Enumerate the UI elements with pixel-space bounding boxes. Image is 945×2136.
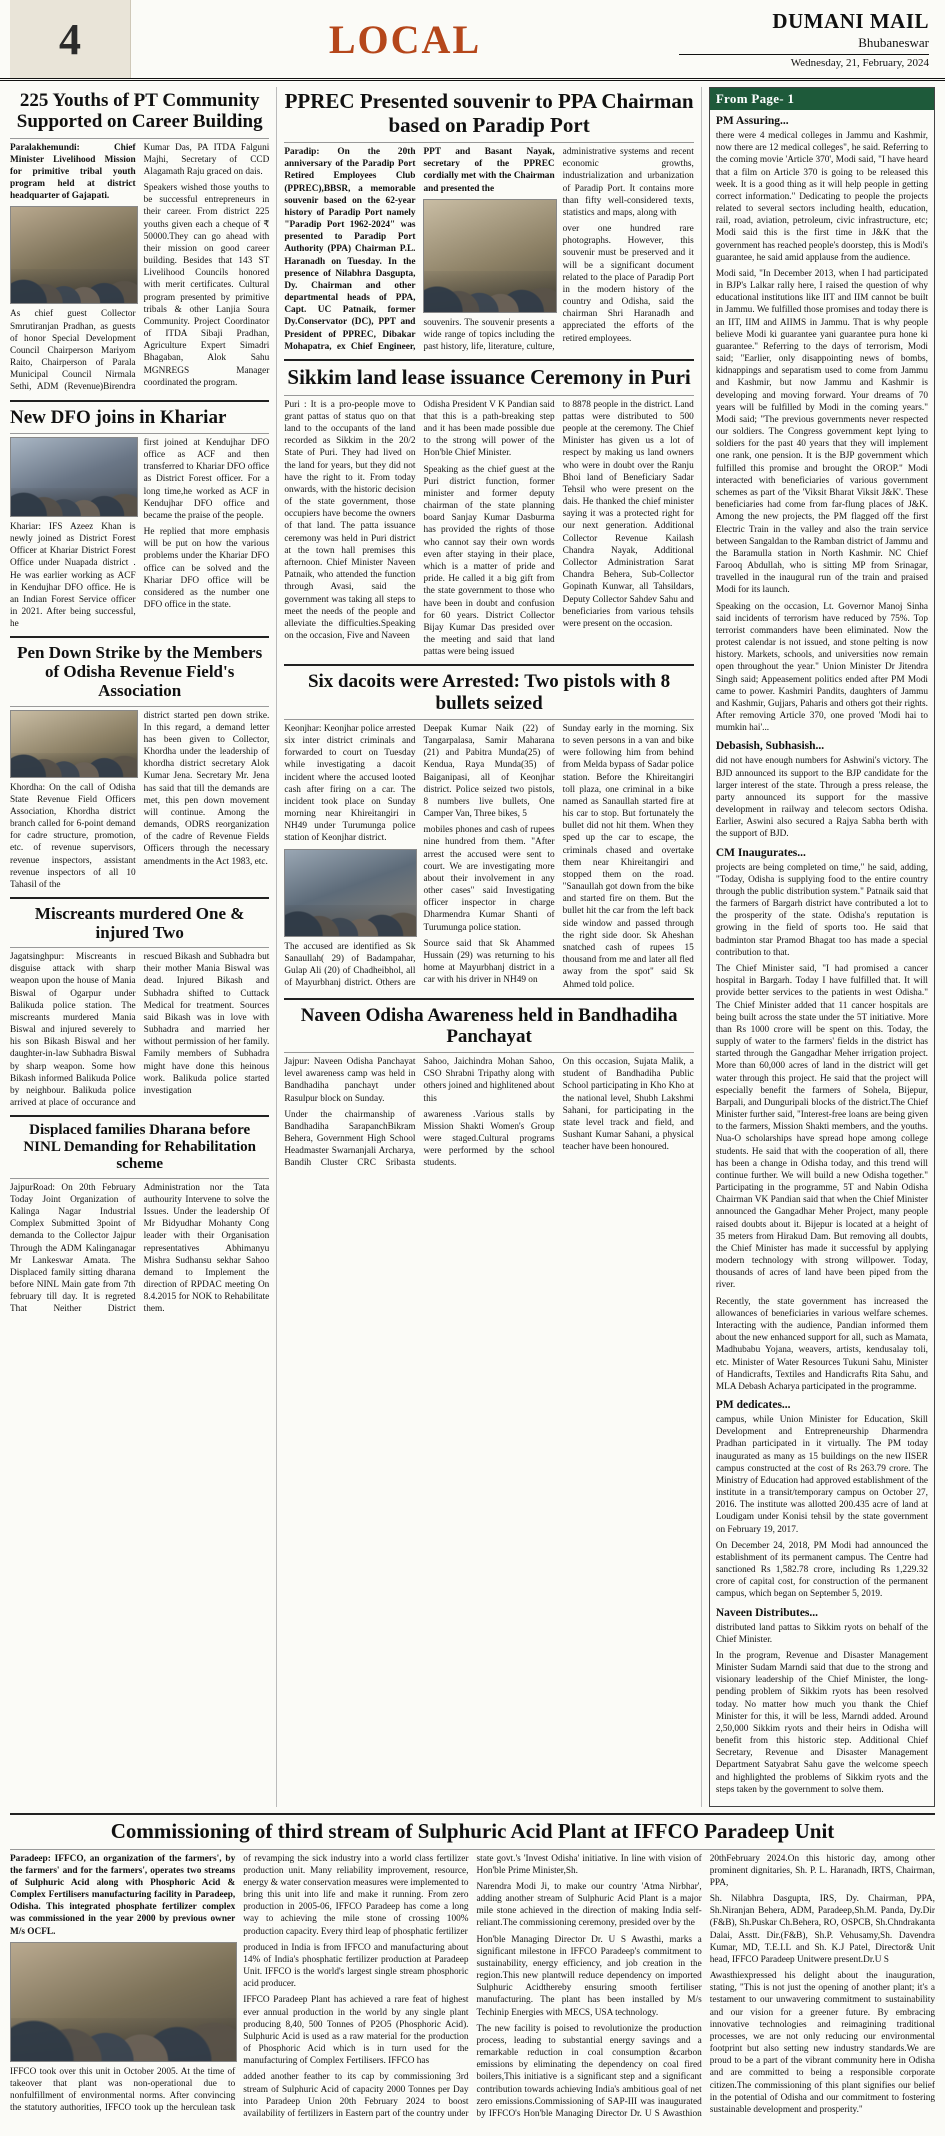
paragraph: Speaking as the chief guest at the Puri district function, former minister and former deputy chairman of the state planning board Sanjay Kumar Dasburma has provided the rights of those who cannot say their own words even after staying in their place, which is a matter of pride and pride. He called it a big gift from the state government to those who have been in doubt and confusion for 60 years. District Collector Bijay Kumar Das presided over the meeting and said that land pattas were being issued <box>423 464 555 658</box>
photo-image <box>10 206 138 304</box>
article-naveen-awareness <box>284 1005 693 1170</box>
photo-image <box>10 437 138 517</box>
headline-iffco: Commissioning of third stream of Sulphuric Acid Plant at IFFCO Paradeep Unit <box>110 1819 835 1843</box>
photo-new-dfo <box>10 437 136 517</box>
paragraph: Awasthiexpressed his delight about the inauguration, stating, "This is not just the opening of another plant; it's a testament to our unwavering commitment to sustainability and our vision for a greener future. By embracing innovative technologies and reimagining traditional processes, we are not only reducing our environmental footprint but also setting new industry standards.We are proud to be a part of the vibrant community here in Odisha and are committed to being a responsible corporate citizen.The commissioning of this plant signifies our belief in the potential of Odisha and our commitment to fostering sustainable development and prosperity." <box>709 1971 935 2115</box>
paragraph: projects are being completed on time," he said, adding, "Today, Odisha is supplying food to the entire country through the public distribution system." Patnaik said that the farmers of Bargarh district have contributed a lot to the prosperity of the state. Odisha's reputation is growing in the field of sports too. He said that badminton star Pramod Bhagat too has made a special contribution to that. <box>715 862 928 958</box>
paragraph: Speaking on the occasion, Lt. Governor Manoj Sinha said incidents of terrorism have reduced by 75%. Top terrorist commanders have been eliminated. Now the protest calendar is not issued, and stone pelting is now history. Markets, schools, and universities now remain open throughout the year." Union Minister Dr Jitendra Singh said; Appeasement politics ended after PM Modi came to power. Kashmiri Pandits, daughters of Jammu and Kashmir, Gujjars, Paharis and others got their rights. After removing Article 370, one proved 'Modi hai to mumkin hai'... <box>715 601 928 734</box>
masthead <box>0 0 945 81</box>
headline-225-youths: 225 Youths of PT Community Supported on Career Building <box>16 90 263 133</box>
newspaper-brand: DUMANI MAIL <box>772 9 929 33</box>
photo-image <box>10 710 138 778</box>
headline-naveen-awareness: Naveen Odisha Awareness held in Bandhadiha Panchayat <box>300 1004 678 1047</box>
article-miscreants <box>10 904 269 1109</box>
paragraph: did not have enough numbers for Ashwini's victory. The BJD announced its support to the BJP candidate for the larger interest of the state. Through a press release, the party announced its support for the massive development in railway and telecom sectors Odisha. Earlier, Aswini also secured a Rajya Sabha berth with the support of BJD. <box>715 756 928 840</box>
headline-sikkim-land-lease: Sikkim land lease issuance Ceremony in Puri <box>287 365 691 390</box>
photo-image <box>423 199 556 313</box>
paragraph: Sunday early in the morning. Six to seven persons in a van and bike were following him from behind from Melda bypass of Sadar police station. Before the Khireitangiri toll plaza, one criminal in a bike named as Sanaullah started fire at his car to stop. But fortunately the bullet did not hit them. When they sped up the car to escape, the criminals chased and overtake them near Khireitangiri and stopped them on the road. "Sanaullah got down from the bike and started fire on them. But the bullet hit the car from the left back side window and passed through the right side door. Sk Aheshan snatched cash of rupees 15 thousand from me and later all fled away from the spot" said Sk Ahmed told police. <box>562 723 694 990</box>
headline-displaced-families: Displaced families Dharana before NINL Demanding for Rehabilitation scheme <box>23 1122 256 1172</box>
page-number-box <box>10 0 131 78</box>
paragraph: Source said that Sk Ahammed Hussain (29) was returning to his home at Mayurbhanj district in a car with his driver in NH49 on <box>423 938 555 986</box>
left-zone <box>10 87 276 1807</box>
article-iffco <box>10 1820 935 2120</box>
dateline: Wednesday, 21, February, 2024 <box>679 54 929 69</box>
article-sikkim-land-lease <box>284 366 693 658</box>
section-title: LOCAL <box>328 16 482 62</box>
paragraph: As chief guest Collector Smrutiranjan Pradhan, as guests of honor Special Development Council Chairperson Mariyom Raito, Chairperson of Parala Municipal Council Nirmala Sethi, ADM (Revenue)Birendra Kumar Das, PA ITDA Falguni Majhi, Secretary of CCD Alagamath Raju graced on dais. <box>10 142 270 393</box>
paragraph: distributed land pattas to Sikkim ryots on behalf of the Chief Minister. <box>715 1622 928 1645</box>
from-page-body <box>710 110 934 1806</box>
article-pprec <box>284 90 693 353</box>
paragraph: On this occasion, Sujata Malik, a student of Bandhadiha Public School participating in Kho Kho at the national level, Shubh Lakshmi Sahani, for participating in the state level track and field, and Sushant Kumar Sahani, a physical teacher have been honoured. <box>562 1057 694 1153</box>
photo-image <box>10 1942 237 2062</box>
paragraph: The new facility is poised to revolutionize the production process, leading to substantial energy savings and a remarkable reduction in coal consumption &carbon emissions by eliminating the dependency on coal fired boilers,This initiative is a significant step and a significant contribution towards achieving India's ambitious goal of net zero emissions.Commissioning of SAP-III was inaugurated by IFFCO's Hon'ble Managing Director Dr. U S Awasthion 20thFebruary 2024.On this historic day, among other prominent dignitaries, Sh. P. L. Haranadh, IRTS, Chairman, PPA, <box>476 1853 935 2119</box>
paragraph: Under the chairmanship of Bandhadiha SarapanchBikram Behera, Government High School Headmaster Swarnanjali Archarya, Bandih Cluster CRC Sribasta Sahoo, Jaichindra Mohan Sahoo, CSO Shrabni Tripathy along with others joined and highlitened about this <box>284 1057 555 1169</box>
paragraph: In the program, Revenue and Disaster Management Minister Sudam Marndi said that due to the strong and visionary leadership of the Chief Minister, the long-pending problem of Sikkim ryots has been resolved today. No matter how much you thank the Chief Minister for this, it will be less, Marndi added. Around 2,50,000 Sikkim ryots and their heirs in Odisha will benefit from this historic step. Additional Chief Secretary, Revenue and Disaster Management Department Satyabrat Sahu gave the welcome speech and highlighted the problems of Sikkim ryots and the steps taken by the government to solve them. <box>715 1650 928 1795</box>
masthead-brand-area <box>679 0 935 78</box>
paragraph: IFFCO Paradeep Plant has achieved a rare feat of highest ever annual production in the world by any single plant producing 8,40, 500 Tonnes of P2O5 (Phosphoric Acid). Sulphuric Acid is used as a raw material for the production of Phosphoric Acid which is in turn used for the manufacturing of Complex Fertilisers. IFFCO has <box>243 1995 469 2067</box>
paragraph: campus, while Union Minister for Education, Skill Development and Entrepreneurship Dharmendra Pradhan participated in it virtually. The PM today inaugurated as many as 15 buildings on the new IISER campus constructed at the cost of Rs 263.79 crore. The Ministry of Education had approved establishment of the institute in a transit/temporary campus on October 27, 2016. The institute was allotted 200.435 acre of land at Loudigam under Konisi tehsil by the state government on February 19, 2017. <box>715 1415 928 1535</box>
photo-image <box>284 849 417 937</box>
subhead-naveen-distributes: Naveen Distributes... <box>715 1606 819 1619</box>
from-page-title: From Page- 1 <box>710 88 934 110</box>
paragraph: On December 24, 2018, PM Modi had announced the establishment of its permanent campus. The Centre had sanctioned Rs 1,582.78 crore, including Rs 1,229.32 crore of capital cost, for construction of the permanent campus, which began on September 5, 2019. <box>715 1540 928 1600</box>
paragraph: Speakers wished those youths to be successful entrepreneurs in their career. From district 225 youths given each a cheque of ₹ 50000.They can go ahead with their mission on good career building. Besides that 143 ST Livelihood Councils honored with merit certificates. Cultural program presented by primitive tribals & other Lanjia Soura Community. Project Coordinator of ITDA Sibaji Pradhan, Agriculture Expert Simadri Bhagaban, Alok Sahu MGNREGS Manager coordinated the program. <box>143 183 270 388</box>
photo-six-dacoits <box>284 849 415 937</box>
page-content <box>0 81 945 2120</box>
dateline-place: Paradeep: IFFCO, an organization of the farmers', by the farmers' and for the farmers', operates two streams of Sulphuric Acid along with Phosphoric Acid & Complex Fertilisers manufacturing facility in Paradeep, Odisha. This integrated phosphate fertilizer complex was commissioned in the year 2000 by previous owner M/s OCFL. <box>10 1853 236 1937</box>
paragraph: awareness .Various stalls by Mission Shakti Women's Group were staged.Cultural programs were performed by the school students. <box>423 1109 555 1169</box>
paragraph: added another feather to its cap by commissioning 3rd stream of Sulphuric Acid of capacity 2000 Tonnes per Day into Paradeep Union 20th February 2024 to boost availability of fertilizers in Eastern part of the country under state govt.'s 'Invest Odisha' initiative. In line with vision of Hon'ble Prime Minister,Sh. <box>243 1853 702 2119</box>
paragraph: Modi said, "In December 2013, when I had participated in BJP's Lalkar rally here, I raised the question of why educational institutions like IIT and IIM cannot be built in Jammu. We fulfilled those promises and today there is an IIT, IIM and AIIMS in Jammu. That is why people believe Modi ki guarantee yani guarantee pura hone ki guarantee." Referring to the days of terrorism, Modi said; "Earlier, only disappointing news of bombs, kidnappings and separatism used to come from Jammu and Kashmir, but now Jammu and Kashmir is developing and moving forward. Your dreams of 70 years will be fulfilled by Modi in the coming years." Modi said; "The previous governments never respected our soldiers. The Congress government kept lying to soldiers for the past 40 years that they will implement one rank, one pension. It is the BJP government which fulfilled this promise and brought the OROP." Modi interacted with beneficiaries of various government schemes as part of the 'Viksit Bharat Viksit J&K'. These beneficiaries had come from far-flung places of J&K. Among the new projects, the PM flagged off the first Electric Train in the valley and also the train service between Sangaldan to the Ramban district of Jammu and the Baramulla station in North Kashmir. NC Chief Farooq Abdullah, who is sitting MP from Srinagar, travelled in the inaugural run of the train and praised Modi for its launch. <box>715 268 928 596</box>
paragraph: over one hundred rare photographs. However, this souvenir must be preserved and it will be a significant document related to the place of Paradip Port in the modern history of the country and Odisha, said the chairman Shri Haranadh and appreciated the efforts of the retired employees. <box>562 224 694 344</box>
paragraph: mobiles phones and cash of rupees nine hundred from them. "After arrest the accused were sent to court. We are investigating more about their involvement in any other cases" said Investigating officer inspector in charge Dharmendra Kumar Shanti of Turumunga police station. <box>423 825 555 933</box>
paragraph: Sh. Nilabhra Dasgupta, IRS, Dy. Chairman, PPA, Sh.Niranjan Behera, ADM, Paradeep,Sh.M. Panda, Dy.Dir (F&B), Sh.Puskar Ch.Behera, RO, OSPCB, Sh.Chndrakanta Dalai, Asstt. Dir.(F&B), Sh.P. Vehusamy,Sh. Davendra Kumar, MD, T.E.I.L and Sh. K.J Patel, Director& Unit head, IFFCO Paradeep Unitwere present.Dr.U S <box>709 1894 935 1965</box>
photo-225-youths <box>10 206 136 304</box>
paragraph: there were 4 medical colleges in Jammu and Kashmir, now there are 12 medical colleges", he said. Referring to the coming movie 'Article 370', Modi said, "I have heard that a film on Article 370 is going to be released this week. It is a good thing as it will help people in getting correct information." Dedicating to people the projects related to several sectors including health, education, rail, road, aviation, petroleum, civic infrastructure, etc; Modi said this is the first time in J&K that the government has reached people's doorstep, this is Modi's guarantee, he said amid applause from the audience. <box>715 131 928 263</box>
paragraph: Recently, the state government has increased the allowances of beneficiaries in various welfare schemes. Interacting with the audience, Pandian informed them about the new enhanced support for all, such as Mamata, Madhubabu Yojana, weavers, artists, kendusalay toli, etc. Minister of Water Resources Tukuni Sahu, Minister of Handicrafts, Textiles and Handicrafts Rita Sahu, and MLA Debash Acharya participated in the programme. <box>715 1296 928 1392</box>
article-six-dacoits <box>284 671 693 991</box>
paragraph: Narendra Modi Ji, to make our country 'Atma Nirbhar', adding another stream of Sulphuric Acid Plant is a major mile stone achieved in the direction of making India self-reliant.The commissioning ceremony, presided over by the <box>476 1881 702 1929</box>
subhead-pm-dedicates: PM dedicates... <box>715 1399 791 1412</box>
headline-miscreants: Miscreants murdered One & injured Two <box>34 904 245 943</box>
subhead-debasish-subhasish: Debasish, Subhasish... <box>715 740 825 753</box>
right-zone <box>701 87 935 1807</box>
center-zone <box>276 87 700 1807</box>
paragraph: Odisha President V K Pandian said that this is a path-breaking step and it has been made possible due to the strong will power of the Hon'ble Chief Minister. <box>423 399 555 459</box>
from-page-box <box>709 87 935 1807</box>
paragraph <box>10 1853 235 1938</box>
dateline-place: Paradip: On the 20th anniversary of the Paradip Port Retired Employees Club (PPREC),BBSR, a memorable souvenir based on the 62-year history of Paradip Port namely "Paradip Port 1962-2024" was presented to Paradip Port Authority (PPA) Chairman P.L. Haranadh on Tuesday. In the presence of Nilabhra Dasgupta, Dy. Chairman and other departmental heads of PPA, Capt. UC Patnaik, former Dy.Conservator (DC), PPT and President of PPREC, Dibakar Mohapatra, ex Chief Engineer, PPT and Basant Nayak, secretary of the PPREC cordially met with the Chairman and presented the <box>284 147 555 352</box>
paragraph: Puri : It is a pro-people move to grant pattas of status quo on that land to the occupants of the land recorded as Sikkim in the 20/2 State of Puri. They had lived on the land for years, but they did not have the right to it. From today onwards, with the historic decision of the state government, those occupiers have become the owners of that land. The patta issuance ceremony was held in Puri district at the town hall premises this afternoon. Chief Minister Naveen Patnaik, who attended the function through Avasi, said the government was taking all steps to meet the needs of the people and alleviate the difficulties.Speaking on the occasion, Five and Naveen <box>284 399 416 642</box>
paragraph: Khariar: IFS Azeez Khan is newly joined as District Forest Officer at Khariar District Forest Office under Nuapada district . He was earlier working as ACF in Kendujhar DFO office. He is an Indian Forest Service officer in 2021. After being successful, he <box>10 521 136 630</box>
section-title-area <box>131 0 679 78</box>
paragraph: The accused are identified as Sk Sanaullah( 29) of Badampahar, Gulap Ali (20) of Chadheibhol, all of Mayurbhanj district. Others are Deepak Kumar Naik (22) of Tangarpalasa, Samir Maharana (21) and Pabitra Munda(25) of Kendua, Raya Munda(35) of Baiganipasi, all of Keonjhar district. Police seized two pistols, 8 numbers live bullets, One Camper Van, Three bikes, 5 <box>284 723 555 989</box>
paragraph: He replied that more emphasis will be put on how the various problems under the Khariar DFO office can be solved and the Khariar DFO office will be considered as the number one DFO office in the state. <box>143 527 270 611</box>
headline-pprec: PPREC Presented souvenir to PPA Chairman based on Paradip Port <box>284 89 694 137</box>
page-number: 4 <box>59 14 81 64</box>
paragraph: to 8878 people in the district. Land pattas were distributed to 500 people at the ceremony. The Chief Minister has given us a lot of respect by making us land owners who were in doubt over the Ranju Bhoi land of Beneficiary Sadar Tehsil who were present on the dais. He thanked the chief minister saying it was a protected right for our next generation. Additional Collector Revenue Kailash Chandra Nayak, Additional Collector Administration Sarat Chandra Behera, Sub-Collector Gopinath Kunwar, all Tahsildars, Deputy Collector Sahdev Sahu and beneficiaries from various tehsils were present on the occasion. <box>562 399 694 629</box>
photo-iffco <box>10 1942 235 2062</box>
paragraph: Khordha: On the call of Odisha State Revenue Field Officers Association, Khordha district branch called for 6-point demand for cadre structure, promotion, etc. of revenue supervisors, revenue inspectors, assistant revenue inspectors of all 10 Tahasil of the <box>10 782 136 890</box>
headline-pen-down-strike: Pen Down Strike by the Members of Odisha Revenue Field's Association <box>17 643 263 701</box>
paragraph: produced in India is from IFFCO and manufacturing about 14% of India's phosphatic fertilizer production at Paradeep Unit. IFFCO is the world's largest single stream phosphoric acid producer. <box>243 1942 469 1990</box>
article-pen-down-strike <box>10 643 269 891</box>
paragraph: district started pen down strike. In this regard, a demand letter has been given to Collector, Khordha under the leadership of khordha district secretary Alok Kumar Jena. Secretary Mr. Jena has said that till the demands are met, this pen down movement will continue. Among the demands, ODRS reorganization of the cadre of Revenue Fields Officers through the necessary amendments in the Act 1983, etc. <box>143 710 270 867</box>
paragraph: JajpurRoad: On 20th February Today Joint Organization of Kalinga Nagar Industrial Complex Submitted 3point of demanda to the Collector Jajpur Through the ADM Kalinganagar Mr Lankeswar Amata. The Displaced family sitting dharana before NINL Main gate from 7th february till day. It is regreted That Neither District Administration nor the Tata authourity Intervene to solve the Issues. Under the leadership Of Mr Bidyudhar Mohanty Cong leader with their Organisation representatives Abhimanyu Mishra Sudhansu sekhar Sahoo demand to Implement the direction of RPDAC meeting On 8.4.2015 for NOK to Rehabilitate them. <box>10 1182 270 1315</box>
article-new-dfo <box>10 407 269 631</box>
paragraph: IFFCO took over this unit in October 2005. At the time of takeover that plant was non-operational due to nonfulfillment of environmental norms. After convincing the statutory authorities, IFFCO took up the herculean task of revamping the sick industry into a world class fertilizer production unit. Many reliability improvement, resource, energy & water conservation measures were implemented to bring this unit into life and make it running. From zero production in 2005-06, IFFCO Paradeep has come a long way to achieving the mile stone of crossing 100% production capacity. Every third leap of phosphatic fertilizer <box>10 1853 469 2114</box>
paragraph: souvenirs. The souvenir presents a wide range of topics including the past history, life, literature, culture, administrative systems and recent economic growths, industrialization and urbanization of Paradip Port. It contains more than fifty well-considered texts, statistics and maps, along with <box>423 147 694 353</box>
top-row <box>10 87 935 1807</box>
paragraph: first joined at Kendujhar DFO office as ACF and then transferred to Khariar DFO office as District Forest officer. For a long time,he worked as ACF in Kendujhar DFO office and became the praise of the people. <box>143 437 270 521</box>
subhead-cm-inaugurates: CM Inaugurates... <box>715 846 806 859</box>
subhead-pm-assuring: PM Assuring... <box>715 115 789 127</box>
headline-new-dfo: New DFO joins in Khariar <box>10 406 227 428</box>
headline-six-dacoits: Six dacoits were Arrested: Two pistols with 8 bullets seized <box>307 671 671 714</box>
paragraph <box>10 142 136 203</box>
paragraph: Jagatsinghpur: Miscreants in disguise attack with sharp weapon upon the house of Mania Biswal of Ogarpur under Balikuda police station. The miscreants murdered Mania Biswal and injured severely to his son Bikash Biswal and her daughter-in-law Subhadra Biswal by sharp weapon. Some how Bikash informed Balikuda Police by neighbour. Balikuda police arrived at place of occurance and rescued Bikash and Subhadra but their mother Mania Biswal was dead. Injured Bikash and Subhadra shifted to Cuttack Medical for treatment. Sources said Bikash was in love with Subhadra and married her without permission of her family. Family members of Subhadra might have done this heinous work. Balikuda police started investigation <box>10 952 270 1109</box>
article-displaced-families <box>10 1122 269 1317</box>
paragraph: The Chief Minister said, "I had promised a cancer hospital in Bargarh. Today I have fulfilled that. It will provide better services to the patients in west Odisha." The Chief Minister added that 11 cancer hospitals are being built across the state under the 5T initiative. More than Rs 1000 crore will be spent on this. Today, the supply of water to the farmers' fields in the district has started through the Gangadhar Meher irrigation project. More than 60,000 acres of land in the district will get water through this project. He said that the project will especially benefit the farmers of Sohela, Bijepur, Barpali, and Dunguripali blocks of the district.The Chief Minister further said, "Interest-free loans are being given to the farmers, Mission Shakti members, and the youths. Nua-O scholarships have spread hope among college students. He said that with the cooperation of all, there has been a change in Odisha today, and this trend will continue further. We will build a new Odisha together." Participating in the programme, 5T and Nabin Odisha Chairman VK Pandian said that when the Chief Minister announced the Gangadhar Meher Project, many people raised doubts about it. Bijepur is located at a height of 35 meters from Hirakud Dam. But removing all doubts, the Chief Minister has made it successful by applying modern technology with strong willpower. Today, thousands of acres of land have been piped from the river. <box>715 964 928 1291</box>
photo-pprec <box>423 199 554 313</box>
paragraph: Keonjhar: Keonjhar police arrested six inter district criminals and forwarded to court on Tuesday while investigating a dacoit incident where the accused looted cash after firing on a car. The incident took place on Sunday morning near Khireitangiri in NH49 under Turumunga police station of Keonjhar district. <box>284 723 416 844</box>
edition-city: Bhubaneswar <box>858 35 929 50</box>
paragraph: Hon'ble Managing Director Dr. U S Awasthi, marks a significant milestone in IFFCO Paradeep's commitment to sustainability, energy efficiency, and job creation in the region.This new plantwill reduce dependency on imported Sulphuric Acidthereby ensuring smooth fertiliser manufacturing. The plant has been installed by M/s Techinip Energies with MECS, USA technology. <box>476 1934 702 2018</box>
paragraph: Jajpur: Naveen Odisha Panchayat level awareness camp was held in Bandhadiha panchayt under Rasulpur block on Sunday. <box>284 1057 416 1104</box>
photo-pen-down-strike <box>10 710 136 778</box>
dateline-place: Paralakhemundi: Chief Minister Livelihood Mission for primitive tribal youth program held at district headquarter of Gajapati. <box>10 142 136 202</box>
article-225-youths <box>10 90 269 394</box>
